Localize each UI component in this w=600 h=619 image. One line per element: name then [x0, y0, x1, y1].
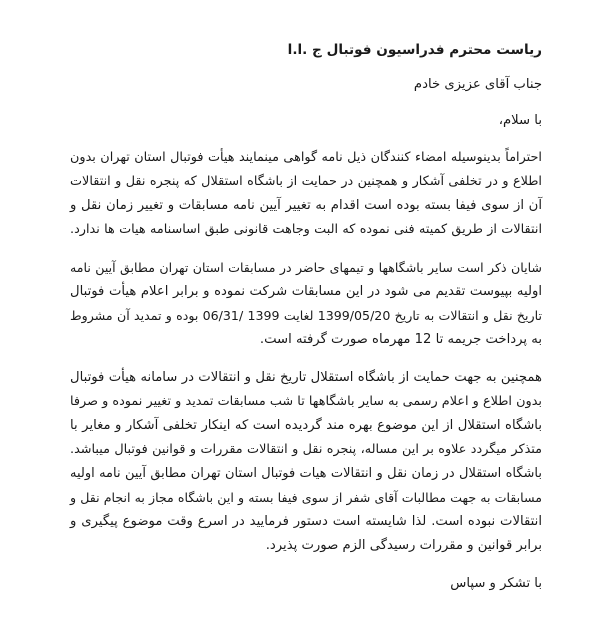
letter-greeting: با سلام، [498, 113, 542, 128]
paragraph-line: باشگاه استقلال از این موضوع بهره مند گردیده است که اینکار تخلفی آشکار و مغایر با [70, 418, 542, 433]
paragraph-line: انتقالات از طریق کمیته فنی نموده که البت وجاهت قانونی طبق اساسنامه هیات ها ندارد. [70, 222, 542, 237]
paragraph-line: تاریخ نقل و انتقالات به تاریخ 1399/05/20 لغایت 1399 /06/31 بوده و تمدید آن مشروط [70, 308, 542, 323]
paragraph-line: احتراماً بدینوسیله امضاء کنندگان ذیل نامه گواهی مینمایند هیأت فوتبال استان تهران بدون [70, 150, 542, 165]
paragraph-line: مسابقات به جهت مطالبات آقای شفر از سوی فیفا بسته و این باشگاه مجاز به انجام نقل و [70, 490, 542, 505]
paragraph-line: اولیه بپیوست تقدیم می شود در این مسابقات شرکت نموده و برابر اعلام هیأت فوتبال [70, 284, 542, 299]
paragraph-line: اطلاع و در تخلفی آشکار و همچنین در حمایت از باشگاه استقلال که پنجره نقل و انتقالات [70, 174, 542, 189]
paragraph-line: متذکر میگردد علاوه بر این مساله، پنجره نقل و انتقالات مقررات و قوانین فوتبال میباشد. [70, 442, 542, 457]
paragraph-line: برابر قوانین و مقررات رسیدگی الزم صورت پذیرد. [265, 538, 542, 553]
letter-closing: با تشکر و سپاس [450, 576, 542, 591]
paragraph-line: همچنین به جهت حمایت از باشگاه استقلال تاریخ نقل و انتقالات در سامانه هیأت فوتبال [70, 370, 542, 385]
paragraph-line: شایان ذکر است سایر باشگاهها و تیمهای حاضر در مسابقات استان تهران مطابق آیین نامه [70, 260, 542, 275]
paragraph-line: انتقالات نبوده است. لذا شایسته است دستور فرمایید در اسرع وقت موضوع پیگیری و [70, 514, 542, 529]
paragraph-line: بدون اطلاع و اعلام رسمی به سایر باشگاهها تا شب مسابقات تمدید و تغییر نموده و صرفا [70, 394, 542, 409]
letter-recipient: جناب آقای عزیزی خادم [413, 77, 542, 92]
letter-heading: ریاست محترم فدراسیون فوتبال ج .ا.ا [287, 42, 542, 58]
paragraph-line: آن از سوی فیفا بسته بوده است اقدام به تغییر آیین نامه مسابقات و تغییر زمان نقل و [70, 198, 542, 213]
paragraph-line: به پرداخت جریمه تا 12 مهرماه صورت گرفته است. [259, 332, 542, 347]
paragraph-line: باشگاه استقلال در زمان نقل و انتقالات هیات فوتبال استان تهران مطابق آیین نامه اولیه [70, 466, 542, 481]
